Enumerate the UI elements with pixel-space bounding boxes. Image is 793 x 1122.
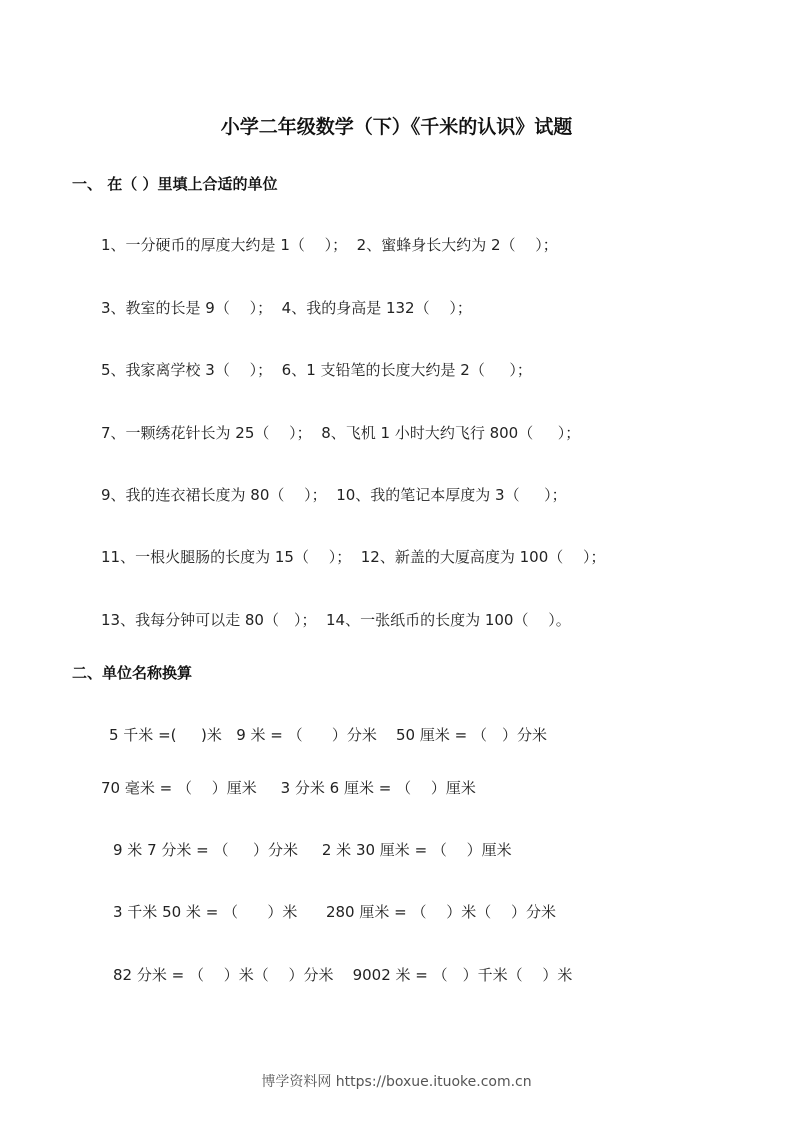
page-title: 小学二年级数学（下）《千米的认识》试题 [220, 116, 573, 138]
question-line: 7、一颗绣花针长为 25（ ）； 8、飞机 1 小时大约飞行 800（ ）； [101, 424, 581, 442]
question-line: 9、我的连衣裙长度为 80（ ）； 10、我的笔记本厚度为 3（ ）； [101, 486, 567, 504]
conversion-line: 9 米 7 分米 = （ ）分米 2 米 30 厘米 = （ ）厘米 [113, 841, 512, 859]
question-line: 13、我每分钟可以走 80（ ）； 14、一张纸币的长度为 100（ ）。 [101, 611, 571, 629]
conversion-line: 82 分米 = （ ）米（ ）分米 9002 米 = （ ）千米（ ）米 [113, 966, 573, 984]
conversion-line: 5 千米 =( )米 9 米 = （ ）分米 50 厘米 = （ ）分米 [109, 726, 547, 744]
footer-watermark: 博学资料网 https://boxue.ituoke.com.cn [261, 1074, 532, 1090]
section-1-heading: 一、 在（ ）里填上合适的单位 [72, 175, 278, 193]
section-2-heading: 二、单位名称换算 [72, 664, 193, 682]
conversion-line: 3 千米 50 米 = （ ）米 280 厘米 = （ ）米（ ）分米 [113, 903, 556, 921]
question-line: 1、一分硬币的厚度大约是 1（ ）； 2、蜜蜂身长大约为 2（ ）； [101, 236, 558, 254]
conversion-line: 70 毫米 = （ ）厘米 3 分米 6 厘米 = （ ）厘米 [101, 779, 476, 797]
question-line: 5、我家离学校 3（ ）； 6、1 支铅笔的长度大约是 2（ ）； [101, 361, 532, 379]
question-line: 3、教室的长是 9（ ）； 4、我的身高是 132（ ）； [101, 299, 472, 317]
question-line: 11、一根火腿肠的长度为 15（ ）； 12、新盖的大厦高度为 100（ ）； [101, 548, 606, 566]
